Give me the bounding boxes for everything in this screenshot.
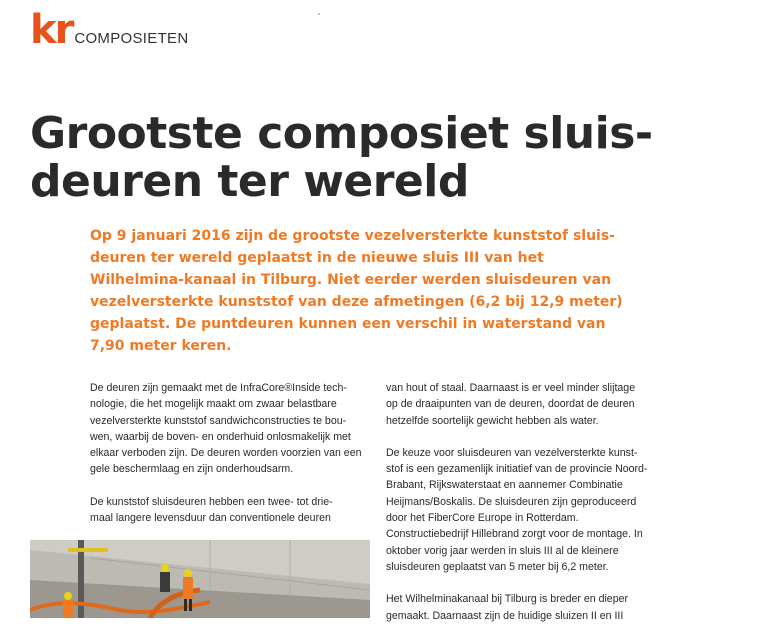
body-column-right: [386, 380, 676, 640]
logo-mark: kr: [30, 7, 73, 53]
yellow-beam: [68, 548, 108, 552]
intro-line: Op 9 januari 2016 zijn de grootste vezelversterkte kunststof sluis-: [90, 228, 615, 244]
scan-speck: [318, 13, 320, 15]
body-line: van hout of staal. Daarnaast is er veel minder slijtage: [386, 382, 636, 394]
body-line: De keuze voor sluisdeuren van vezelversterkte kunst-: [386, 446, 638, 459]
worker-helmet: [64, 592, 72, 600]
worker-vest: [183, 577, 193, 599]
worker-jacket: [160, 572, 170, 592]
worker-helmet: [161, 564, 169, 572]
article-intro: [90, 225, 623, 357]
paragraph: [386, 380, 676, 429]
body-line: sluisdeuren geplaatst van 5 meter bij 6,2 meter.: [386, 560, 609, 573]
body-line: gemaakt. Daarnaast zijn de huidige sluizen II en III: [386, 609, 624, 622]
worker-leg: [184, 599, 187, 611]
body-column-left: [90, 380, 380, 542]
body-line: Heijmans/Boskalis. De sluisdeuren zijn geproduceerd: [386, 495, 637, 508]
body-line: Constructiebedrijf Hillebrand zorgt voor de montage. In: [386, 528, 643, 541]
body-line: De deuren zijn gemaakt met de InfraCore®Inside tech-: [90, 382, 347, 394]
body-line: hetzelfde soortelijk gewicht hebben als water.: [386, 414, 599, 427]
body-line: elkaar verboden zijn. De deuren worden voorzien van een: [90, 447, 362, 460]
intro-line: vezelversterkte kunststof van deze afmetingen (6,2 bij 12,9 meter): [90, 294, 623, 310]
paragraph: [386, 445, 676, 575]
body-line: op de draaipunten van de deuren, doordat de deuren: [386, 398, 635, 411]
body-line: maal langere levensduur dan conventionele deuren: [90, 512, 331, 525]
body-line: stof is een gezamenlijk initiatief van de provincie Noord-: [386, 463, 648, 476]
body-line: door het FiberCore Europe in Rotterdam.: [386, 512, 579, 525]
body-line: Het Wilhelminakanaal bij Tilburg is breder en dieper: [386, 593, 629, 606]
intro-line: geplaatst. De puntdeuren kunnen een verschil in waterstand van: [90, 316, 606, 332]
body-line: vezelversterkte kunststof sandwichconstructies te bou-: [90, 414, 347, 427]
article-photo: [30, 540, 370, 618]
body-line: wen, waarbij de boven- en onderhuid onlosmakelijk met: [90, 430, 351, 443]
article-title: [30, 110, 730, 206]
intro-line: 7,90 meter keren.: [90, 338, 232, 354]
intro-line: Wilhelmina-kanaal in Tilburg. Niet eerder werden sluisdeuren van: [90, 272, 612, 288]
paragraph: [90, 380, 380, 478]
paragraph: [386, 591, 676, 624]
body-line: Brabant, Rijkswaterstaat en aannemer Combinatie: [386, 479, 623, 492]
body-line: nologie, die het mogelijk maakt om zwaar belastbare: [90, 398, 337, 411]
logo-text: COMPOSIETEN: [74, 30, 189, 47]
worker-leg: [189, 599, 192, 611]
body-line: De kunststof sluisdeuren hebben een twee- tot drie-: [90, 495, 333, 508]
title-line: deuren ter wereld: [30, 156, 469, 207]
worker-helmet: [184, 569, 192, 577]
worker-vest: [63, 600, 73, 618]
body-line: oktober vorig jaar werden in sluis III al de kleinere: [386, 544, 619, 557]
photo-lock-construction: [30, 540, 370, 618]
title-line: Grootste composiet sluis-: [30, 108, 653, 159]
publication-logo: [30, 7, 189, 53]
paragraph: [90, 494, 380, 527]
intro-line: deuren ter wereld geplaatst in de nieuwe sluis III van het: [90, 250, 544, 266]
body-line: gele beschermlaag en zijn onderhoudsarm.: [90, 463, 294, 476]
